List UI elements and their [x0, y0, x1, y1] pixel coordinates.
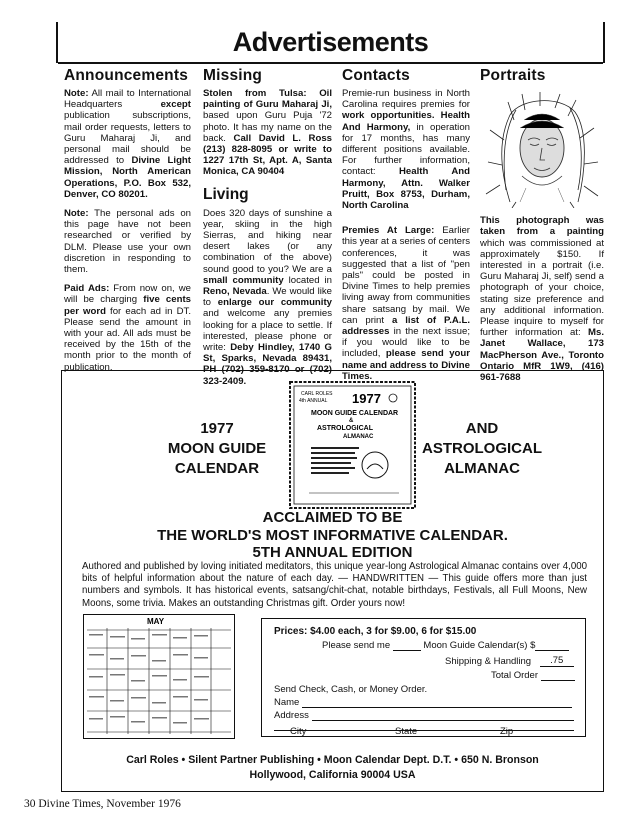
- calendar-page-thumbnail: [83, 614, 235, 739]
- missing-ad-text: based upon Guru Puja '72 photo. It has my name on the back.: [203, 110, 332, 144]
- send-me-label: Please send me: [322, 640, 391, 651]
- quantity-field[interactable]: [393, 640, 421, 651]
- ad-title-line: CALENDAR: [174, 460, 260, 477]
- contacts-text: in the next issue; if you would like to be included,: [342, 326, 470, 360]
- living-text: Does 320 days of sunshine a year, skiing in the high Sierras, and hiking near desert lakes (or any combination of the above) sound good to you? We are a: [203, 207, 332, 275]
- shipping-label: Shipping & Handling: [445, 656, 532, 667]
- cover-edition: 4th ANNUAL: [299, 398, 328, 404]
- ad-title-line: MOON GUIDE: [167, 440, 267, 457]
- announcement-paid-ads: [64, 283, 191, 373]
- note-label: Note:: [64, 88, 89, 99]
- dlm-address: Divine Light Mission, North American Operations, P.O. Box 532, Denver, CO 80201.: [64, 155, 191, 200]
- living-bold: Reno, Nevada: [203, 286, 267, 298]
- city-state-zip-field[interactable]: [274, 720, 574, 731]
- portraits-ad: [480, 215, 604, 383]
- contacts-column: [342, 67, 470, 390]
- note-text: All mail to International Headquarters: [64, 88, 191, 111]
- masthead-rule: [58, 62, 603, 64]
- paid-ads-label: Paid Ads:: [64, 283, 110, 295]
- ad-acclaim: [62, 509, 603, 562]
- acclaim-line: THE WORLD'S MOST INFORMATIVE CALENDAR.: [157, 526, 508, 544]
- portraits-lead: This photograph was taken from a painting: [480, 215, 604, 238]
- shipping-value: .75: [540, 655, 574, 667]
- missing-ad-contact: Call David L. Ross (213) 828-8095 or write to 1227 17th St, Apt. A, Santa Monica, CA 90404: [203, 132, 332, 178]
- calendar-amount-label: Moon Guide Calendar(s) $: [423, 640, 536, 651]
- publisher-address: [62, 753, 603, 783]
- acclaim-line: ACCLAIMED TO BE: [262, 509, 403, 526]
- announcement-mail-note: [64, 88, 191, 200]
- total-line: [491, 670, 575, 681]
- contacts-text: Premie-run business in North Carolina requires premies for: [342, 88, 470, 111]
- missing-living-column: [203, 67, 332, 395]
- ad-title-left: [152, 419, 282, 479]
- portraits-heading: Portraits: [480, 67, 546, 84]
- city-label: City: [290, 726, 307, 737]
- page-folio: 30 Divine Times, November 1976: [24, 798, 181, 810]
- cover-line: ALMANAC: [343, 434, 374, 440]
- living-bold: small community: [203, 274, 284, 286]
- price-per-word: five cents per word: [64, 294, 191, 317]
- page-title: Advertisements: [232, 27, 429, 57]
- note-text: for each ad in DT. Please send the amount in with your ad. All ads must be received by the 15th of the month prior to the month of publication.: [64, 305, 191, 373]
- cover-line: ASTROLOGICAL: [317, 425, 373, 432]
- name-label: Name: [274, 697, 300, 708]
- living-text: located in: [283, 274, 332, 286]
- ad-title-line: ALMANAC: [444, 460, 520, 477]
- cover-author: CARL ROLES: [301, 391, 333, 397]
- living-text: . We would like to: [203, 286, 332, 309]
- missing-heading: Missing: [203, 67, 263, 84]
- shipping-line: [445, 655, 574, 667]
- masthead: [56, 22, 605, 63]
- cover-line: MOON GUIDE CALENDAR: [311, 410, 399, 417]
- address-label: Address: [274, 710, 309, 721]
- premies-at-large-label: Premies At Large:: [342, 225, 435, 237]
- note-text: publication subscriptions, mail order requests, letters to Guru Maharaj Ji, and personal mail should be addressed to: [64, 110, 191, 167]
- note-bold: except: [160, 99, 191, 111]
- payment-note: Send Check, Cash, or Money Order.: [274, 684, 428, 695]
- order-quantity-line: [322, 640, 569, 651]
- announcement-personal-ads-note: [64, 208, 191, 275]
- moon-calendar-ad: [61, 370, 604, 792]
- announcements-column: [64, 67, 191, 381]
- contacts-heading: Contacts: [342, 67, 410, 84]
- masthead-right-border: [603, 22, 605, 63]
- order-prices: Prices: $4.00 each, 3 for $9.00, 6 for $15.00: [274, 626, 477, 637]
- cover-year: 1977: [352, 391, 381, 406]
- contacts-address: Health And Harmony, Attn. Walker Pruitt, Box 8753, Durham, North Carolina: [342, 166, 471, 212]
- portraits-contact: Ms. Janet Wallace, 173 MacPherson Ave., Toronto Ontario MfR 1W9, (416) 961-7688: [480, 327, 604, 384]
- living-bold: enlarge our community: [217, 297, 332, 309]
- calendar-cover-image: [289, 381, 416, 509]
- acclaim-line: 5TH ANNUAL EDITION: [252, 544, 413, 561]
- note-label: Note:: [64, 208, 89, 220]
- masthead-left-border: [56, 22, 58, 63]
- contacts-premies-at-large: [342, 225, 470, 382]
- ad-description: Authored and published by loving initiated meditators, this unique year-long Astrological Almanac contains over 4,000 bits of helpful information about the nature of each day. — HANDWRITTEN — This guide offers more than just numbers and symbols. It has historical events, satsang/chit-chat, notable birthdays, Festivals, all Full Moons, New Moons, some trivia. Makes an outstanding Christmas gift. Order yours now!: [82, 561, 587, 609]
- ad-title-right: [407, 419, 557, 479]
- cover-amp: &: [349, 418, 354, 424]
- name-field[interactable]: [302, 697, 572, 708]
- ad-title-year: 1977: [200, 420, 234, 437]
- total-label: Total Order: [491, 670, 538, 681]
- living-contact: Deby Hindley, 1740 G St, Sparks, Nevada 89431, PH (702) 359-8170 or (702) 323-2409.: [203, 342, 332, 387]
- note-text: From now on, we will be charging: [64, 283, 191, 306]
- portraits-text: which was commissioned at approximately $150. If interested in a portrait (i.e. Guru Maharaj Ji, self) send a photograph of your choice, stating size preference and any additional information. Please inquire to myself for further information at:: [480, 237, 604, 339]
- total-field[interactable]: [541, 670, 575, 681]
- contacts-bold: work opportunities. Health And Harmony,: [342, 110, 470, 133]
- ad-title-line: ASTROLOGICAL: [422, 440, 542, 457]
- note-text: The personal ads on this page have not been researched or verified by DLM. Please use your own discretion in responding to them.: [64, 208, 191, 276]
- order-form: [261, 618, 586, 737]
- name-line: [274, 697, 572, 708]
- contacts-text: in operation for 17 months, has many different positions available. For further information, contact:: [342, 121, 470, 178]
- living-heading: Living: [203, 185, 249, 203]
- announcements-heading: Announcements: [64, 67, 189, 84]
- living-text: and welcome any premies looking for a place to settle. If interested, please phone or write:: [203, 308, 332, 354]
- contacts-bold: please send your name and address to Divine Times.: [342, 348, 470, 382]
- calendar-amount-field[interactable]: [535, 640, 569, 651]
- missing-ad: [203, 88, 332, 178]
- missing-ad-lead: Stolen from Tulsa: Oil painting of Guru Maharaj Ji,: [203, 88, 332, 111]
- contacts-text: Earlier this year at a series of centers conferences, it was suggested that a list of "pen pals" could be posted in Divine Times to help premies living away from communities share satsang by mail. We can print: [342, 225, 470, 326]
- portraits-column: [480, 67, 604, 391]
- ad-title-line: AND: [465, 420, 499, 437]
- publisher-line: Carl Roles • Silent Partner Publishing • Moon Calendar Dept. D.T. • 650 N. Bronson: [126, 754, 539, 766]
- contacts-bold: a list of P.A.L. addresses: [342, 314, 470, 338]
- zip-label: Zip: [500, 726, 514, 737]
- thumbnail-month: MAY: [147, 617, 165, 626]
- contacts-business-ad: [342, 88, 470, 211]
- living-ad: [203, 208, 332, 387]
- portrait-painting-image: [480, 90, 604, 208]
- state-label: State: [395, 726, 418, 737]
- publisher-line: Hollywood, California 90004 USA: [249, 769, 416, 781]
